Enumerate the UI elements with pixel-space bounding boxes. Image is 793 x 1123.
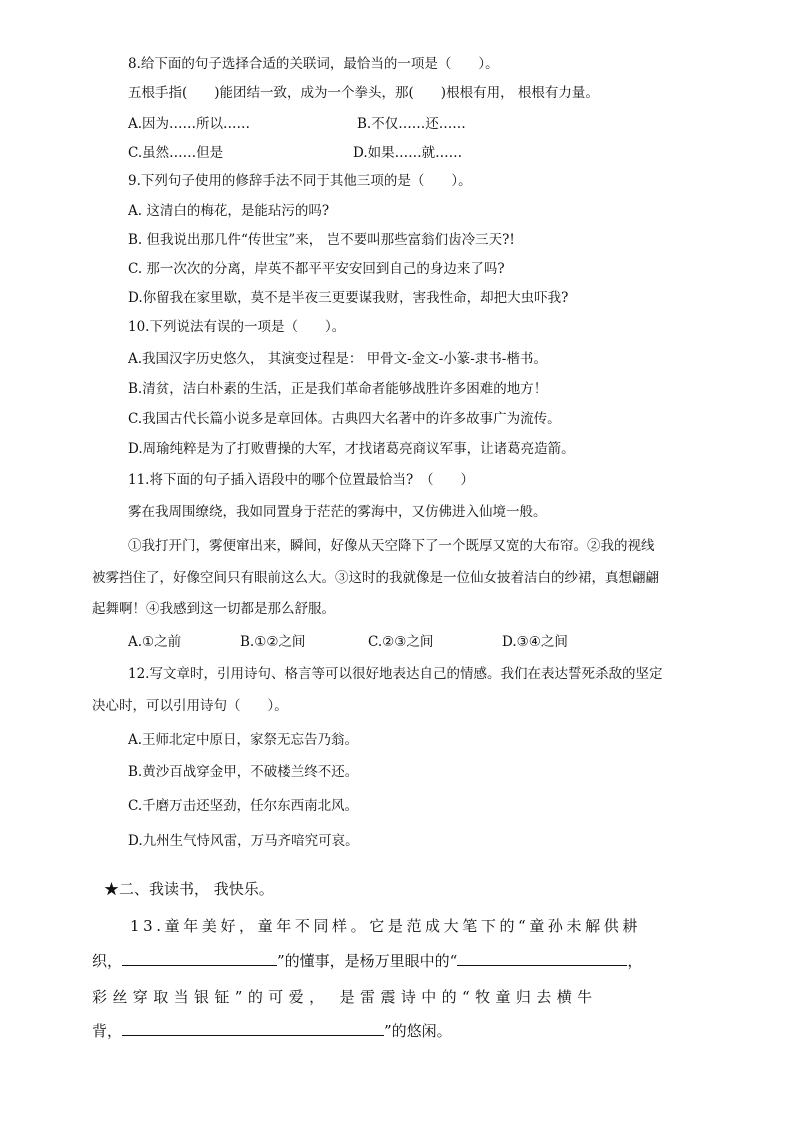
q12-option-b[interactable]: B.黄沙百战穿金甲，不破楼兰终不还。 — [128, 764, 359, 780]
q13-line-1: 13.童年美好，童年不同样。它是范成大笔下的“童孙未解供耕 — [130, 917, 641, 935]
q13-blank-1[interactable] — [122, 951, 277, 966]
q13-line-4-end: ”的悠闲。 — [384, 1022, 452, 1040]
q13-blank-3[interactable] — [122, 1021, 384, 1036]
q9-stem: 9.下列句子使用的修辞手法不同于其他三项的是（ ）。 — [128, 173, 472, 189]
q11-option-b[interactable]: B.①②之间 — [240, 634, 306, 650]
q8-option-b[interactable]: B.不仅……还…… — [357, 116, 466, 132]
q10-option-b[interactable]: B.清贫，洁白朴素的生活，正是我们革命者能够战胜许多困难的地方！ — [128, 381, 548, 397]
q10-stem: 10.下列说法有误的一项是（ ）。 — [128, 319, 346, 335]
q13-line-2-middle: ”的懂事，是杨万里眼中的“ — [277, 952, 458, 970]
q12-option-c[interactable]: C.千磨万击还坚劲，任尔东西南北风。 — [128, 798, 359, 814]
q11-passage-line-1: ①我打开门，雾便窜出来，瞬间，好像从天空降下了一个既厚又宽的大布帘。②我的视线 — [128, 538, 655, 554]
q8-sentence: 五根手指( )能团结一致，成为一个拳头，那( )根根有用， 根根有力量。 — [128, 85, 599, 101]
q11-option-c[interactable]: C.②③之间 — [368, 634, 434, 650]
q8-stem: 8.给下面的句子选择合适的关联词，最恰当的一项是（ ）。 — [128, 56, 499, 72]
q11-sentence: 雾在我周围缭绕，我如同置身于茫茫的雾海中，又仿佛进入仙境一般。 — [128, 504, 547, 520]
q10-option-a[interactable]: A.我国汉字历史悠久， 其演变过程是： 甲骨文-金文-小篆-隶书-楷书。 — [128, 351, 547, 367]
q11-stem: 11.将下面的句子插入语段中的哪个位置最恰当? （ ） — [128, 472, 474, 488]
q8-option-a[interactable]: A.因为……所以…… — [128, 116, 251, 132]
q12-stem-line-2: 决心时，可以引用诗句（ ）。 — [92, 698, 288, 714]
q10-option-c[interactable]: C.我国古代长篇小说多是章回体。古典四大名著中的许多故事广为流传。 — [128, 411, 561, 427]
q13-line-2 — [92, 951, 642, 971]
section-2-title: ★二、我读书， 我快乐。 — [104, 880, 274, 898]
q13-line-4 — [92, 1021, 452, 1041]
q11-option-d[interactable]: D.③④之间 — [502, 634, 568, 650]
q13-line-2-end: ， — [627, 952, 643, 970]
q9-option-c[interactable]: C. 那一次次的分离，岸英不都平平安安回到自己的身边来了吗? — [128, 261, 505, 277]
q8-option-d[interactable]: D.如果……就…… — [353, 145, 463, 161]
q13-blank-2[interactable] — [457, 951, 627, 966]
q9-option-b[interactable]: B. 但我说出那几件“传世宝”来， 岂不要叫那些富翁们齿冷三天?! — [128, 232, 515, 248]
q9-option-a[interactable]: A. 这清白的梅花，是能玷污的吗? — [128, 203, 330, 219]
q11-passage-line-2: 被雾挡住了，好像空间只有眼前这么大。③这时的我就像是一位仙女披着洁白的纱裙，真想翩翩 — [92, 570, 659, 586]
q12-option-d[interactable]: D.九州生气恃风雷，万马齐喑究可哀。 — [128, 833, 359, 849]
q12-option-a[interactable]: A.王师北定中原日，家祭无忘告乃翁。 — [128, 732, 359, 748]
q9-option-d[interactable]: D.你留我在家里歇，莫不是半夜三更要谋我财，害我性命，却把大虫吓我? — [128, 290, 569, 306]
q12-stem-line-1: 12.写文章时，引用诗句、格言等可以很好地表达自己的情感。我们在表达誓死杀敌的坚定 — [128, 666, 663, 682]
q13-line-3: 彩丝穿取当银钲”的可爱， 是雷震诗中的“牧童归去横牛 — [92, 988, 598, 1006]
q13-line-4-start: 背， — [92, 1022, 123, 1040]
q8-option-c[interactable]: C.虽然……但是 — [128, 145, 224, 161]
q10-option-d[interactable]: D.周瑜纯粹是为了打败曹操的大军，才找诸葛亮商议军事，让诸葛亮造箭。 — [128, 441, 575, 457]
q13-line-2-start: 织， — [92, 952, 123, 970]
q11-passage-line-3: 起舞啊！④我感到这一切都是那么舒服。 — [92, 601, 335, 617]
q11-option-a[interactable]: A.①之前 — [128, 634, 182, 650]
